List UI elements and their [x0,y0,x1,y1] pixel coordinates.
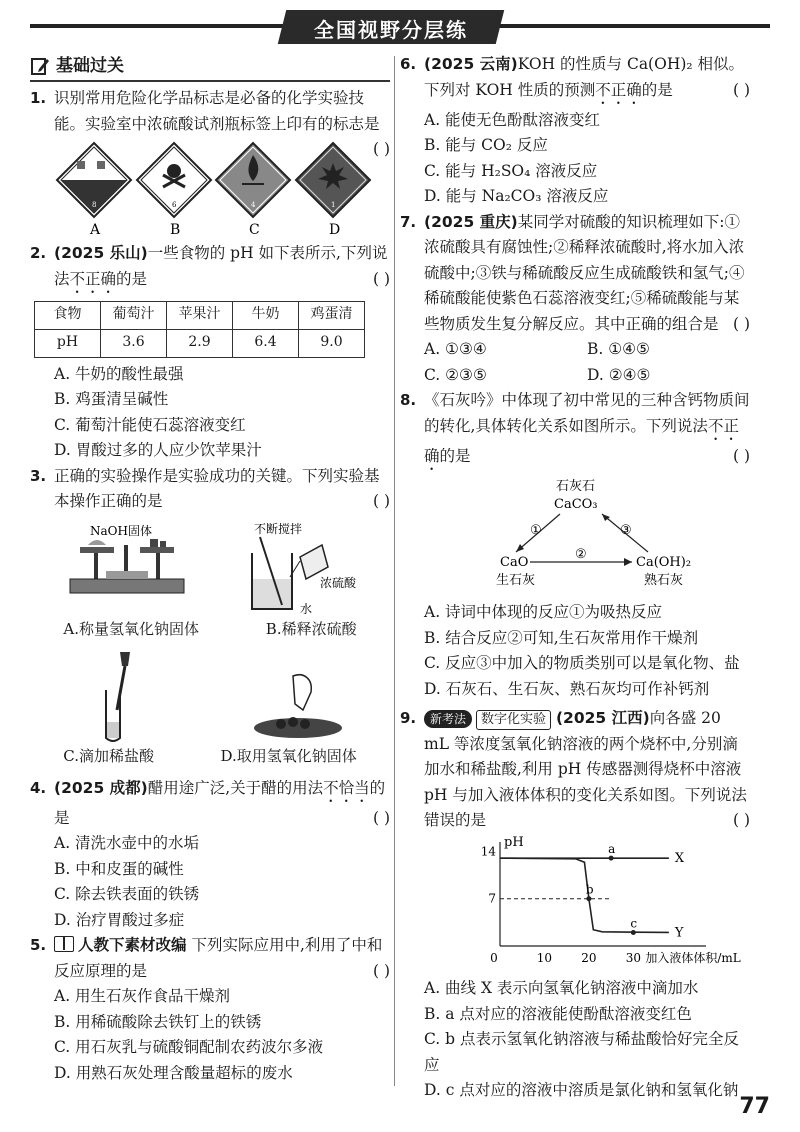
option-label: A [89,222,100,237]
question-text: KOH 的性质与 Ca(OH)₂ 相似。下列对 KOH 性质的预测 [424,55,745,99]
sign-number: 8 [91,201,97,209]
answer-bracket: ( ) [732,811,750,829]
balance-icon [50,521,200,617]
table-cell: 6.4 [233,329,299,357]
lab-operations-top [30,519,390,617]
limestone-name: 石灰石 [556,478,596,494]
answer-bracket: ( ) [732,80,750,99]
question-source: (2025 江西) [555,709,650,727]
explosive-sign-icon [294,141,372,237]
question-1 [30,86,390,237]
question-number: 2. [30,244,47,262]
table-row [35,329,365,357]
option-b: B. 鸡蛋清呈碱性 [54,390,169,408]
quicklime-formula: CaO [500,554,529,570]
limestone-formula: CaCO₃ [554,496,598,512]
question-number: 7. [400,212,417,231]
water-label: 水 [300,601,313,616]
table-header-cell: 苹果汁 [167,301,233,329]
option-a: A. 诗词中体现的反应①为吸热反应 [424,603,663,621]
slaked-lime-name: 熟石灰 [644,572,684,588]
table-cell: pH [35,329,101,357]
option-d: D. 石灰石、生石灰、熟石灰均可作补钙剂 [424,679,710,698]
answer-bracket: ( ) [732,446,750,465]
option-d: D. 治疗胃酸过多症 [54,910,185,929]
option-b: B. 结合反应②可知,生石灰常用作干燥剂 [424,628,699,647]
emphasis-text: 不正确 [595,80,642,99]
point-a [609,855,614,860]
column-divider [394,56,395,1086]
dropper-icon [58,648,178,744]
step-2: ② [575,546,587,562]
series-y-label: Y [674,924,684,940]
question-badge: 人教下素材改编 [78,936,187,954]
option-c: C. 葡萄汁能使石蕊溶液变红 [54,415,246,434]
page-number: 77 [739,1094,770,1119]
question-number: 1. [30,89,47,107]
option-b: B. ①④⑤ [587,340,650,358]
option-d: D. c 点对应的溶液中溶质是氯化钠和氢氧化钠 [424,1081,739,1099]
option-b: B. 中和皮蛋的碱性 [54,859,184,878]
question-2 [30,241,390,297]
sign-number: 1 [331,201,336,209]
table-cell: 9.0 [299,329,365,357]
series-x-label: X [674,850,685,866]
question-8 [400,388,750,474]
question-text: 正确的实验操作是实验成功的关键。下列实验基本操作正确的是 [54,466,380,510]
option-a: A. 清洗水壶中的水垢 [54,834,200,852]
option-c: C. 反应③中加入的物质类别可以是氧化物、盐 [424,654,740,672]
point-b-label: b [585,882,594,897]
question-text: 识别常用危险化学品标志是必备的化学实验技能。实验室中浓硫酸试剂瓶标签上印有的标志是 [54,89,380,133]
caption-a: A.称量氢氧化钠固体 [63,619,199,638]
step-1: ① [530,522,542,538]
option-d: D. ②④⑤ [587,365,651,384]
option-d: D. 能与 Na₂CO₃ 溶液反应 [424,187,609,205]
point-c [631,929,636,934]
option-row [400,363,750,389]
emphasis-text: 不正确 [424,416,739,465]
emphasis-text: 不正确 [69,269,117,288]
caption-d: D.取用氢氧化钠固体 [220,747,357,765]
option-c: C. b 点表示氢氧化钠溶液与稀盐酸恰好完全反应 [424,1030,740,1074]
question-number: 8. [400,391,417,409]
question-number: 9. [400,709,417,727]
question-4 [30,776,390,832]
question-text: 醋用途广泛,关于醋的用法 [147,778,324,797]
dilution-icon [240,521,370,617]
x-tick-label: 30 [625,950,641,965]
option-c: C. ②③⑤ [424,365,487,384]
question-number: 5. [30,936,47,954]
answer-bracket: ( ) [372,492,390,510]
new-method-tag: 新考法 [424,710,472,728]
question-source: (2025 成都) [54,778,148,797]
answer-bracket: ( ) [372,269,390,288]
option-c: C. 用石灰乳与硫酸铜配制农药波尔多液 [54,1038,324,1056]
x-tick-label: 10 [536,950,553,965]
caption-b: B.稀释浓硫酸 [265,619,357,638]
section-heading [30,52,390,82]
question-source: (2025 重庆) [424,212,518,231]
calcium-conversion-diagram [400,474,750,592]
question-number: 6. [400,55,417,73]
header-title: 全国视野分层练 [314,18,468,42]
x-tick-label: 0 [490,950,498,965]
table-header-cell: 食物 [35,301,101,329]
table-header-cell: 牛奶 [233,301,299,329]
answer-bracket: ( ) [372,140,390,158]
emphasis-text: 不恰当 [323,778,370,797]
digital-experiment-tag: 数字化实验 [476,710,551,730]
page-header [0,8,800,48]
hazard-signs [54,141,373,237]
option-label: C [249,222,261,237]
option-b: B. 用稀硫酸除去铁钉上的铁锈 [54,1012,262,1031]
question-3 [30,464,390,515]
section-title: 基础过关 [56,56,124,76]
y-tick-label: 14 [480,843,496,858]
y-tick-label: 7 [488,891,496,906]
option-a: A. 能使无色酚酞溶液变红 [424,110,601,129]
ph-chart [400,834,750,968]
option-label: D [329,222,341,237]
option-d: D. 用熟石灰处理含酸量超标的废水 [54,1063,293,1082]
book-icon [54,936,74,952]
answer-bracket: ( ) [372,961,390,980]
option-b: B. a 点对应的溶液能使酚酞溶液变红色 [424,1004,692,1023]
question-text: 下列实际应用中,利用了中和反应原理的是 [54,936,383,980]
caption-c: C.滴加稀盐酸 [63,747,154,765]
table-row [35,301,365,329]
pencil-icon [30,56,50,76]
question-7 [400,210,750,338]
flammable-sign-icon [214,141,292,237]
left-column [30,52,390,1086]
stir-label: 不断搅拌 [254,521,303,536]
option-a: A. 牛奶的酸性最强 [54,364,184,383]
question-5 [30,933,390,984]
answer-bracket: ( ) [372,808,390,827]
question-number: 4. [30,778,47,797]
option-label: B [169,222,180,237]
table-header-cell: 葡萄汁 [101,301,167,329]
question-text: 一些食物的 pH 如下表所示,下列说法 [54,244,388,288]
series-y-line [500,858,669,932]
lab-operations-bottom [30,646,390,744]
y-axis-label: pH [504,834,524,850]
question-6 [400,52,750,108]
toxic-sign-icon [135,141,213,237]
point-b [586,896,591,901]
question-text-end: 的是 [116,269,148,288]
answer-bracket: ( ) [732,314,750,333]
slaked-lime-formula: Ca(OH)₂ [636,554,692,570]
x-axis-label: 加入液体体积/mL [645,950,741,965]
option-d: D. 胃酸过多的人应少饮苹果汁 [54,441,262,459]
ph-table [34,301,365,358]
table-cell: 3.6 [101,329,167,357]
question-9 [400,706,750,834]
question-source: (2025 乐山) [54,244,148,262]
step-3: ③ [620,522,632,538]
point-c-label: c [630,915,638,930]
acid-label: 浓硫酸 [320,575,357,590]
quicklime-name: 生石灰 [496,572,536,588]
pellet-handling-icon [233,648,363,744]
option-row [400,337,750,363]
question-text-end: 的是 [439,446,471,465]
question-text: 《石灰吟》中体现了初中常见的三种含钙物质间的转化,具体转化关系如图所示。下列说法 [424,391,750,435]
option-c: C. 能与 H₂SO₄ 溶液反应 [424,161,598,180]
option-c: C. 除去铁表面的铁锈 [54,885,200,903]
naoh-label: NaOH固体 [90,523,152,538]
question-text-end: 的是 [54,778,386,827]
sign-number: 6 [171,201,177,209]
option-a: A. 用生石灰作食品干燥剂 [54,987,231,1005]
sign-number: 4 [251,201,256,209]
question-text: 向各盛 20 mL 等浓度氢氧化钠溶液的两个烧杯中,分别滴加水和稀盐酸,利用 pH 传感器测得烧杯中溶液 pH 与加入液体体积的变化关系如图。下列说法错误的是 [424,709,747,829]
table-header-cell: 鸡蛋清 [299,301,365,329]
question-text-end: 的是 [641,80,673,99]
right-column [400,52,750,1104]
option-b: B. 能与 CO₂ 反应 [424,136,548,154]
point-a-label: a [608,841,616,856]
corrosive-sign-icon [55,141,133,237]
x-tick-label: 20 [581,950,597,965]
option-a: A. ①③④ [424,340,487,358]
question-number: 3. [30,466,47,485]
table-cell: 2.9 [167,329,233,357]
option-a: A. 曲线 X 表示向氢氧化钠溶液中滴加水 [424,979,699,997]
question-text: 某同学对硫酸的知识梳理如下:①浓硫酸具有腐蚀性;②稀释浓硫酸时,将水加入浓硫酸中;③铁与稀硫酸反应生成硫酸铁和氢气;④稀硫酸能使紫色石蕊溶液变红;⑤稀硫酸能与某些物质发生复分解反应。其中正确的组合是 [424,212,745,333]
question-source: (2025 云南) [424,55,518,73]
